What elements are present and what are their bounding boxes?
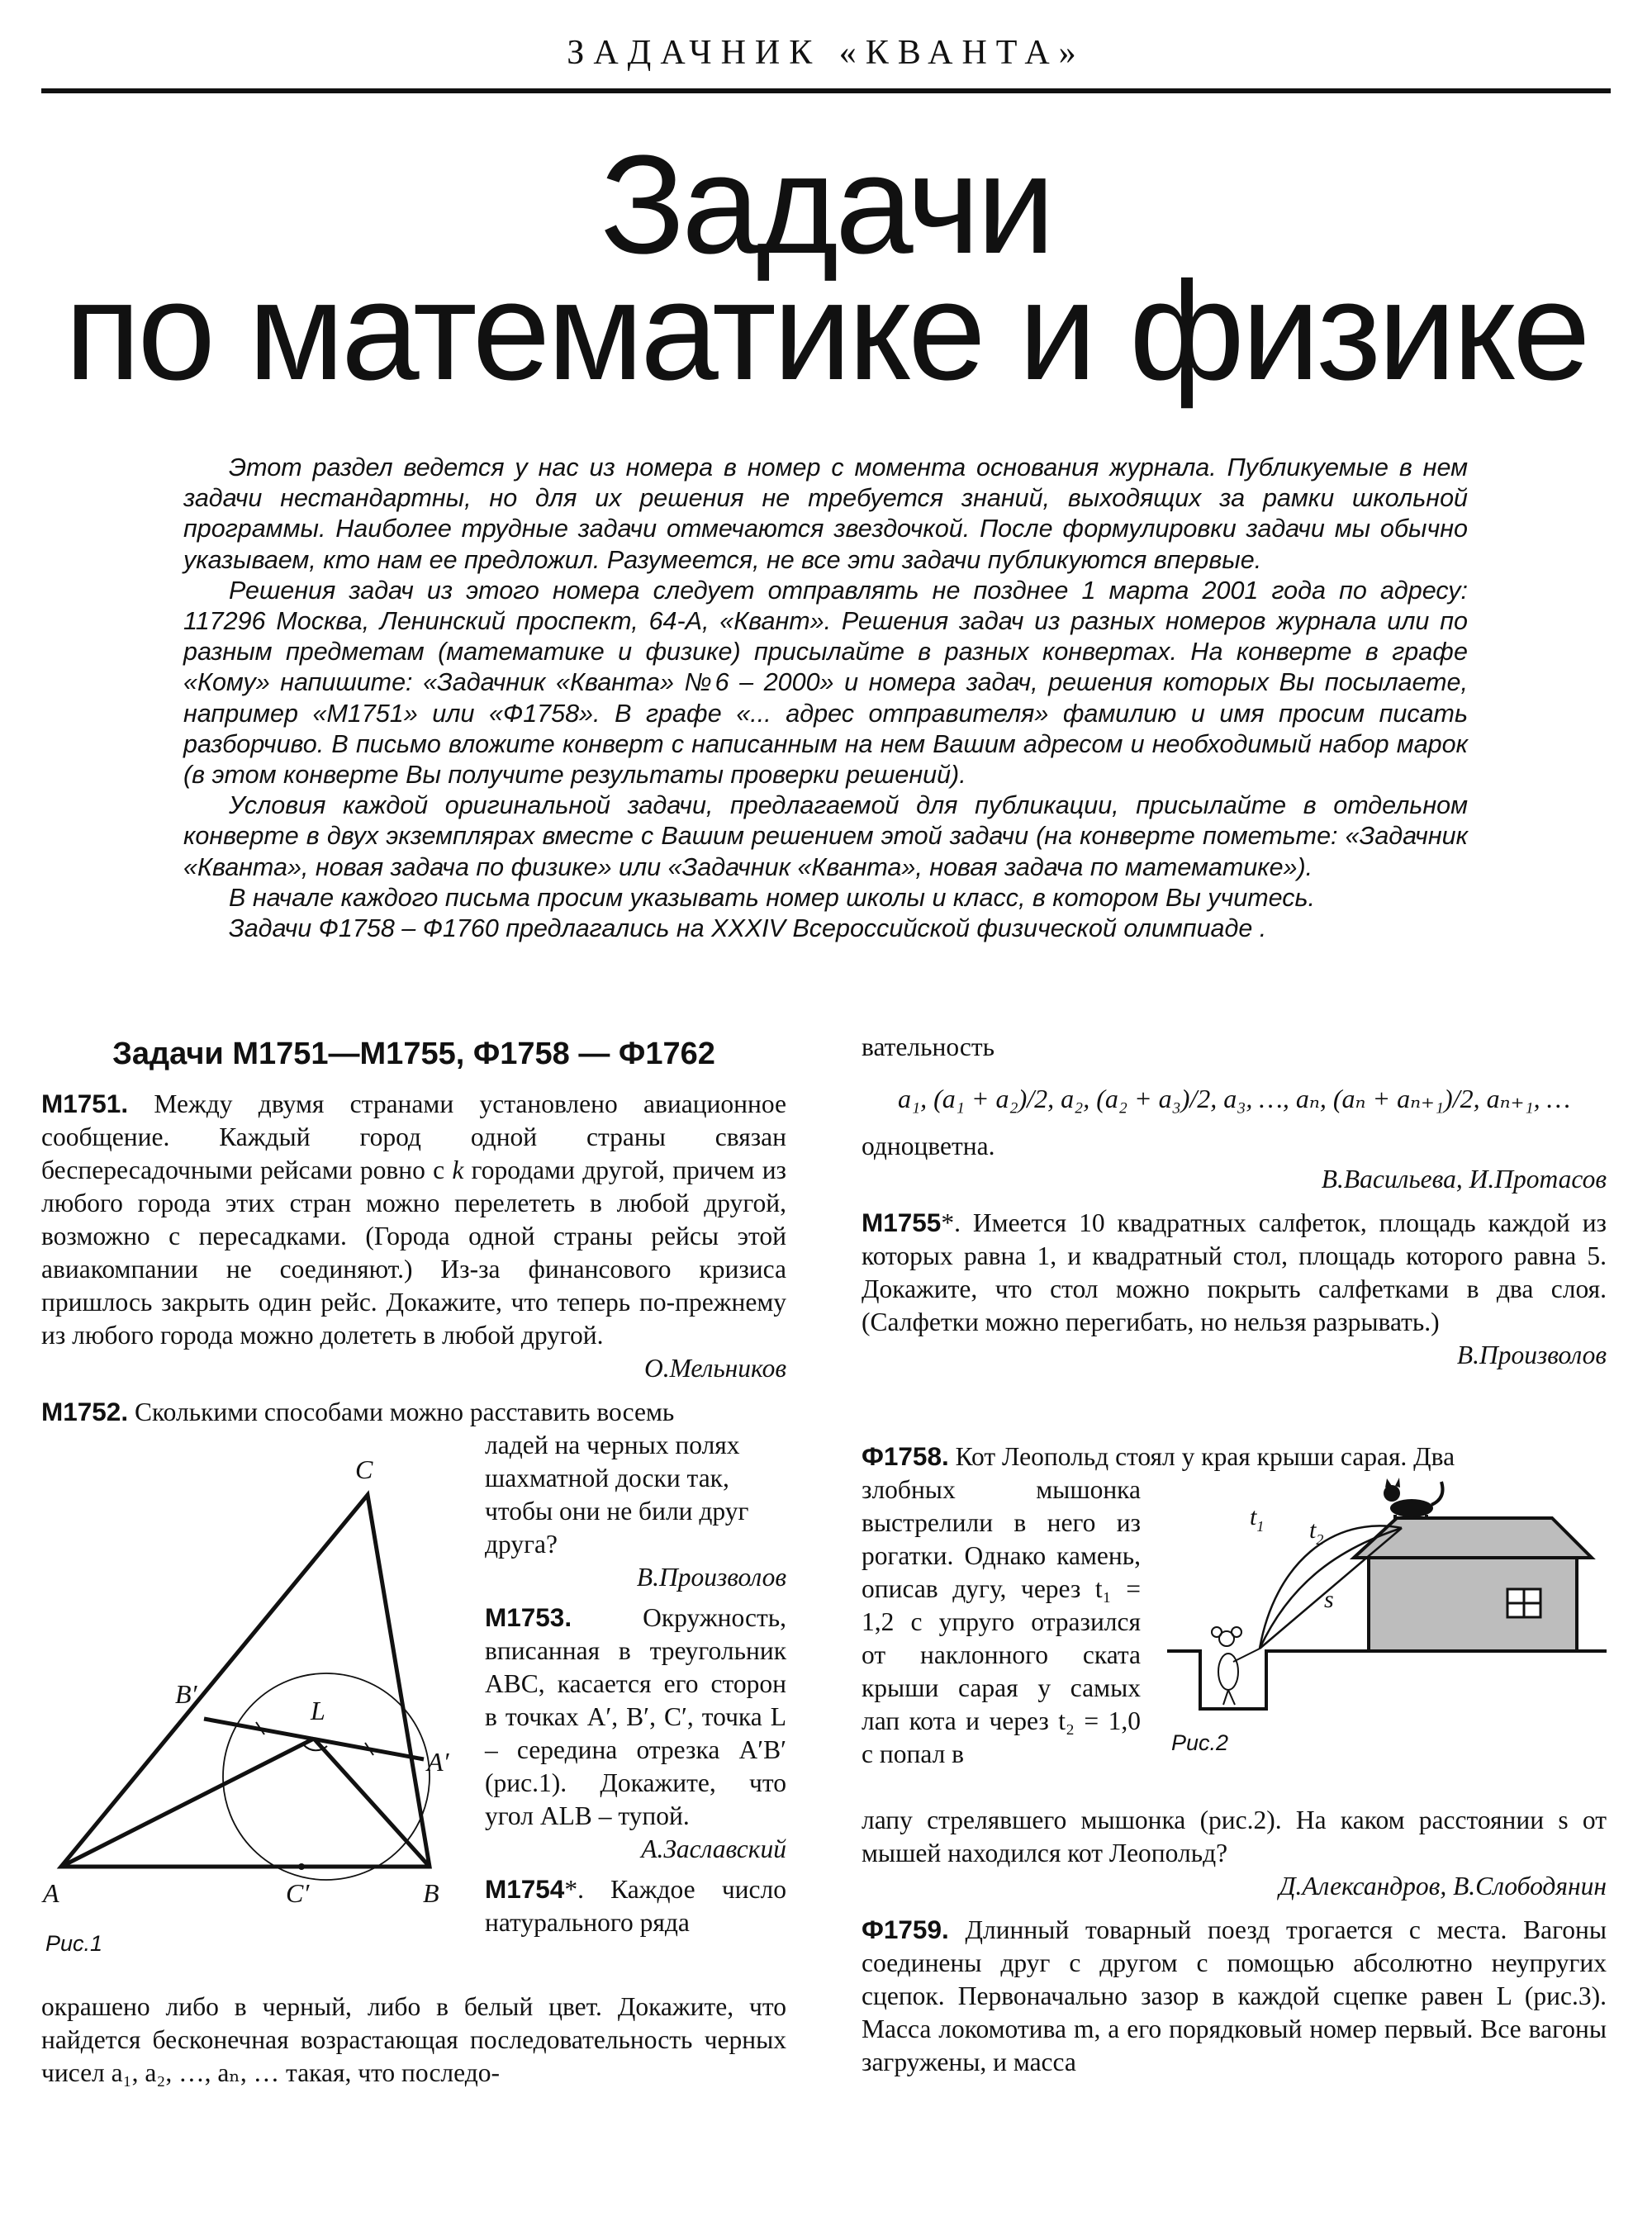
mouse-icon (1212, 1627, 1260, 1705)
label-t2: t (1309, 1516, 1317, 1544)
intro-paragraph: Задачи Ф1758 – Ф1760 предлагались на XXXIV Всероссийской физической олимпиаде . (229, 914, 1267, 943)
problem-m1752 (41, 1395, 786, 1429)
section-heading: Задачи М1751—М1755, Ф1758 — Ф1762 (112, 1037, 715, 1071)
intro-paragraph: Этот раздел ведется у нас из номера в номер с момента основания журнала. Публикуемые в нем задачи нестандартны, но для их решения не требуется знаний, выходящих за рамки школьной программы. Наиболее трудные задачи отмечаются звездочкой. После формулировки задачи мы обычно указываем, кто нам ее предложил. Разумеется, не все эти задачи публикуются впервые. (183, 453, 1468, 574)
problem-text: Сколькими способами можно расставить восемь (134, 1397, 675, 1426)
problem-label: М1752. (41, 1397, 129, 1426)
intro-block (183, 453, 1468, 944)
star-marker: * (941, 1208, 955, 1237)
figure-2-barn (1167, 1465, 1607, 1787)
running-head: ЗАДАЧНИК «КВАНТА» (567, 34, 1085, 72)
label-t2-sub: 2 (1316, 1531, 1324, 1548)
label-s: s (1324, 1586, 1334, 1613)
problem-text: лапу стрелявшего мышонка (рис.2). На каком расстоянии s от мышей находился кот Леопольд? (862, 1806, 1607, 1867)
problem-text: Окружность, вписанная в треугольник ABC, касается его сторон в точках A′, B′, C′, точка L – середина отрезка A′B′ (рис.1). Докажите, что угол ALB – тупой. (485, 1603, 786, 1830)
intro-paragraph: В начале каждого письма просим указывать номер школы и класс, в котором Вы учитесь. (229, 883, 1316, 912)
problem-text: городами другой, причем из любого города этих стран можно перелететь в любой другой, возможно с пересадками. (Города одной страны рейсы этой авиакомпании не соединяют.) Из-за финансового кризиса пришлось закрыть один рейс. Докажите, что теперь по-прежнему из любого города можно долететь в любой другой. (41, 1155, 786, 1350)
sequence-formula: a₁, (a₁ + a₂)/2, a₂, (a₂ + a₃)/2, a₃, …, aₙ, (aₙ + aₙ₊₁)/2, aₙ₊₁, … (897, 1084, 1571, 1113)
problem-text: Кот Леопольд стоял у края крыши сарая. Два (955, 1442, 1455, 1471)
page-title-line-1: Задачи (600, 126, 1052, 283)
problem-author: В.Произволов (636, 1563, 786, 1592)
problem-author: О.Мельников (643, 1354, 786, 1383)
page-title-line-2: по математике и физике (64, 253, 1588, 410)
problem-text: вательность (862, 1032, 995, 1061)
problem-label: Ф1758. (862, 1441, 949, 1471)
label-C: C (355, 1454, 373, 1484)
problem-label: М1754 (485, 1874, 565, 1904)
problem-variable: k (452, 1155, 464, 1184)
problem-author: В.Васильева, И.Протасов (1321, 1165, 1607, 1193)
problem-m1753 (485, 1601, 786, 1833)
label-B-prime: B′ (175, 1679, 197, 1709)
figure-1-caption: Рис.1 (45, 1931, 103, 1956)
problem-text: ладей на черных полях шахматной доски так, чтобы они не били друг друга? (485, 1431, 749, 1559)
label-A: A (43, 1878, 59, 1908)
problem-label: Ф1759. (862, 1915, 949, 1944)
problem-text: одноцветна. (862, 1132, 995, 1160)
right-column (862, 1032, 1607, 2079)
problem-m1751 (41, 1087, 786, 1352)
label-C-prime: C′ (286, 1878, 310, 1908)
narrow-text (485, 1429, 786, 1939)
problem-text: . Каждое число натурального ряда (485, 1875, 786, 1937)
problem-author: А.Заславский (641, 1834, 786, 1863)
svg-text:t2 (1309, 1516, 1323, 1548)
label-L: L (311, 1696, 325, 1725)
m1752-m1753-block (41, 1429, 786, 1991)
problem-f1759 (862, 1913, 1607, 2079)
left-column (41, 1032, 786, 2090)
svg-text:t1 (1250, 1503, 1264, 1535)
problem-author: Д.Александров, В.Слободянин (1279, 1872, 1607, 1900)
figure-2-caption: Рис.2 (1171, 1730, 1229, 1755)
problem-text: злобных мышонка выстрелили в него из рогатки. Однако камень, описав дугу, через t₁ = 1,2 с упруго отразился от наклонного ската крыши сарая у самых лап кота и через t₂ = 1,0 с попал в (862, 1475, 1141, 1768)
label-t1-sub: 1 (1256, 1518, 1265, 1535)
figure-1-triangle (41, 1429, 471, 1991)
problem-label: М1751. (41, 1089, 129, 1118)
intro-paragraph: Решения задач из этого номера следует отправлять не позднее 1 марта 2001 года по адресу: 117296 Москва, Ленинский проспект, 64-А, «Квант». Решения задач из разных номеров журнала или по разным предметам (математике и физике) присылайте в разных конвертах. На конверте в графе «Кому» напишите: «Задачник «Кванта» №6 – 2000» и номера задач, решения которых Вы посылаете, например «М1751» или «Ф1758». В графе «... адрес отправителя» фамилию и имя просим писать разборчиво. В письмо вложите конверт с написанным на нем Вашим адресом и необходимый набор марок (в этом конверте Вы получите результаты проверки решений). (183, 576, 1468, 790)
intro-paragraph: Условия каждой оригинальной задачи, предлагаемой для публикации, присылайте в отдельном конверте в двух экземплярах вместе с Вашим решением этой задачи (на конверте пометьте: «Задачник «Кванта», новая задача по физике» или «Задачник «Кванта», новая задача по математике»). (183, 791, 1468, 881)
cat-icon (1384, 1478, 1443, 1520)
f1758-block (862, 1473, 1607, 1804)
header-rule (41, 88, 1611, 93)
problem-label: М1755 (862, 1208, 942, 1237)
label-B: B (423, 1878, 439, 1908)
problem-m1754 (485, 1872, 786, 1939)
label-t1: t (1250, 1503, 1257, 1530)
problem-text: . Имеется 10 квадратных салфеток, площадь каждой из которых равна 1, и квадратный стол, площадь которого равна 5. Докажите, что стол можно покрыть салфетками в два слоя. (Салфетки можно перегибать, но нельзя разрывать.) (862, 1208, 1607, 1336)
star-marker: * (564, 1875, 578, 1904)
label-A-prime: A′ (427, 1747, 449, 1777)
narrow-text (862, 1473, 1141, 1771)
problem-author: В.Произволов (1456, 1341, 1607, 1369)
problem-text: Длинный товарный поезд трогается с места. Вагоны соединены друг с другом с помощью абсолютно неупругих сцепок. Первоначально зазор в каждой сцепке равен L (рис.3). Масса локомотива m, а его порядковый номер первый. Все вагоны загружены, и масса (862, 1915, 1607, 2076)
problem-m1755 (862, 1206, 1607, 1339)
problem-text: окрашено либо в черный, либо в белый цвет. Докажите, что найдется бесконечная возрастающая последовательность черных чисел a₁, a₂, …, aₙ, … такая, что последо- (41, 1992, 786, 2087)
problem-text: Между двумя странами установлено авиационное сообщение. Каждый город одной страны связан беспересадочными рейсами ровно с (41, 1089, 787, 1184)
problem-label: М1753. (485, 1602, 572, 1632)
